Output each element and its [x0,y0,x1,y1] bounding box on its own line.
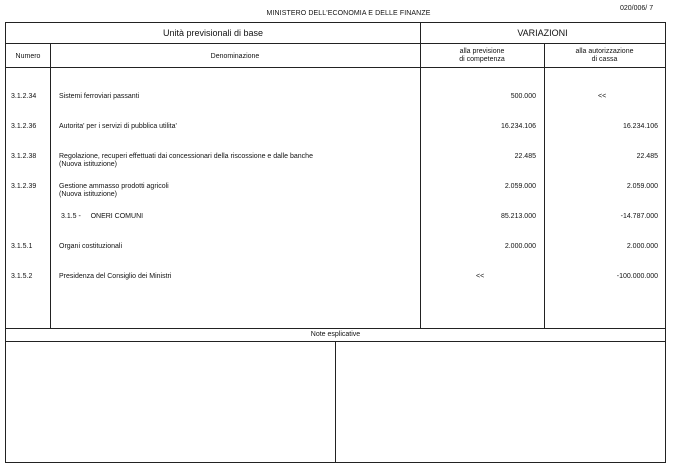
row-numero: 3.1.2.34 [11,93,37,100]
row-cassa: -14.787.000 [620,213,658,220]
section-heading: 3.1.5 - ONERI COMUNI [61,213,144,220]
col-header-competenza-1: alla previsione [459,48,505,55]
col-header-competenza-2: di competenza [459,56,505,63]
col-header-cassa-1: alla autorizzazione [575,48,634,55]
row-numero: 3.1.2.38 [11,153,37,160]
column-header-divider [6,67,665,68]
row-competenza: 16.234.106 [500,123,536,130]
notes-right-area [336,341,665,462]
row-denominazione: Presidenza del Consiglio dei Ministri [59,273,172,280]
row-cassa: 22.485 [636,153,658,160]
row-denominazione: Sistemi ferroviari passanti [59,93,140,100]
row-competenza: 2.059.000 [504,183,536,190]
table-frame [5,22,666,463]
row-cassa: 2.059.000 [626,183,658,190]
row-denominazione: Autorita' per i servizi di pubblica utilita' [59,123,177,130]
row-competenza: 85.213.000 [500,213,536,220]
row-competenza: 2.000.000 [504,243,536,250]
col-header-cassa-2: di cassa [591,56,618,63]
variazioni-header: VARIAZIONI [517,28,568,38]
left-header: Unità previsionali di base [162,28,264,38]
header-divider [6,43,665,44]
variazioni-divider [420,23,421,328]
page-number: 020/006/ 7 [620,5,654,12]
row-note: (Nuova istituzione) [59,161,117,168]
row-cassa: -100.000.000 [616,273,658,280]
row-numero: 3.1.5.1 [11,243,33,250]
ministry-title: MINISTERO DELL'ECONOMIA E DELLE FINANZE [266,10,431,17]
row-numero: 3.1.5.2 [11,273,33,280]
col-header-denominazione: Denominazione [210,53,260,60]
row-denominazione: Organi costituzionali [59,243,123,250]
row-numero: 3.1.2.36 [11,123,37,130]
row-denominazione: Gestione ammasso prodotti agricoli [59,183,169,190]
row-competenza: << [476,273,485,280]
notes-left-area [6,341,335,462]
row-cassa: << [598,93,607,100]
row-cassa: 2.000.000 [626,243,658,250]
row-numero: 3.1.2.39 [11,183,37,190]
notes-top-divider [6,328,665,329]
row-note: (Nuova istituzione) [59,191,117,198]
row-competenza: 500.000 [510,93,536,100]
row-denominazione: Regolazione, recuperi effettuati dai concessionari della riscossione e dalle banche [59,153,313,160]
row-cassa: 16.234.106 [622,123,658,130]
notes-title: Note esplicative [310,331,361,338]
row-competenza: 22.485 [514,153,536,160]
col-header-numero: Numero [15,53,41,60]
numero-column-divider [50,43,51,328]
